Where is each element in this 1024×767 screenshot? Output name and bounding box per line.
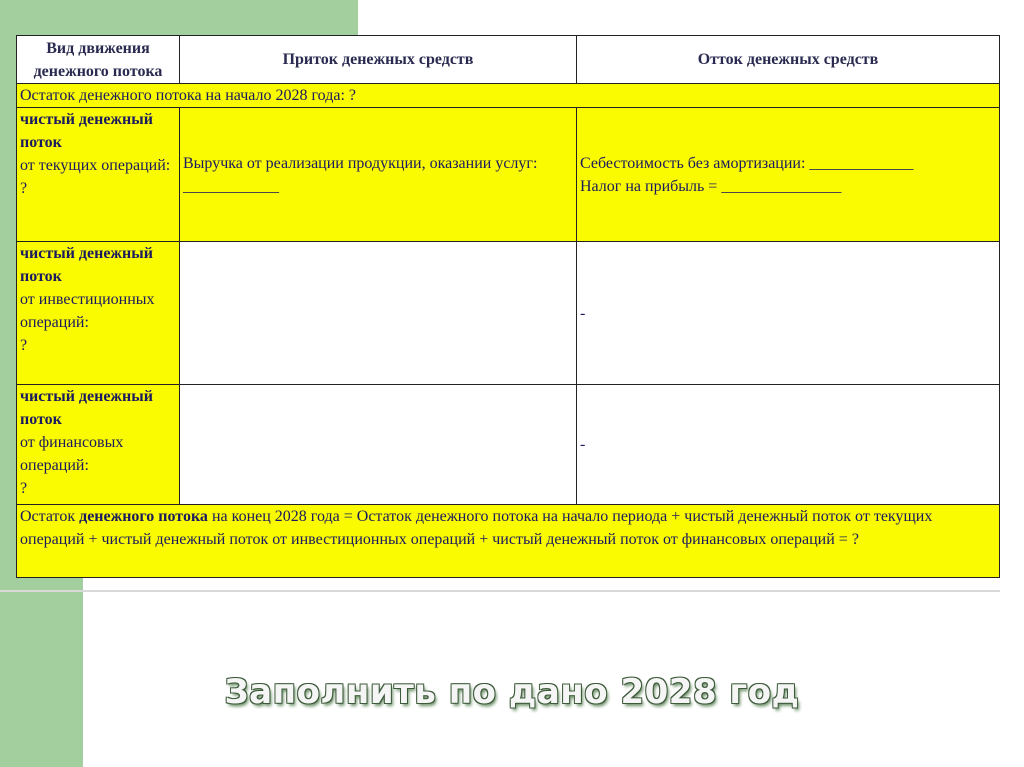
investing-inflow-cell <box>180 242 577 385</box>
current-label-rest: от текущих операций: <box>20 157 171 174</box>
investing-outflow-text: - <box>580 304 586 322</box>
investing-label-bold: чистый денежный поток <box>20 245 153 285</box>
decorative-divider <box>0 590 1000 592</box>
financing-label-rest: от финансовых операций: <box>20 434 124 474</box>
cash-flow-table <box>16 35 1000 578</box>
header-flow-type: Вид движения денежного потока <box>17 36 180 84</box>
header-inflow: Приток денежных средств <box>180 36 577 84</box>
investing-outflow-cell <box>577 242 1000 385</box>
current-inflow-cell <box>180 108 577 242</box>
end-balance-part1: Остаток <box>20 508 80 525</box>
current-label-bold: чистый денежный поток <box>20 111 153 151</box>
financing-outflow-cell <box>577 385 1000 505</box>
row-investing-operations <box>17 242 1000 385</box>
current-operations-label <box>17 108 180 242</box>
current-label-question: ? <box>20 180 28 197</box>
current-outflow-cell <box>577 108 1000 242</box>
row-end-balance <box>17 505 1000 578</box>
financing-label-question: ? <box>20 480 28 497</box>
investing-label-rest: от инвестиционных операций: <box>20 291 155 331</box>
decorative-green-top-band <box>0 0 358 36</box>
end-balance-bold: денежного потока <box>79 508 208 525</box>
header-outflow: Отток денежных средств <box>577 36 1000 84</box>
investing-label-question: ? <box>20 337 28 354</box>
end-balance-cell <box>17 505 1000 578</box>
row-current-operations <box>17 108 1000 242</box>
current-outflow-cost: Себестоимость без амортизации: _____________ <box>580 154 914 172</box>
row-start-balance <box>17 84 1000 108</box>
slide-caption: Заполнить по дано 2028 год <box>224 672 800 712</box>
investing-operations-label <box>17 242 180 385</box>
start-balance-cell: Остаток денежного потока на начало 2028 года: ? <box>17 84 1000 108</box>
current-inflow-text: Выручка от реализации продукции, оказании услуг: ____________ <box>183 154 538 195</box>
current-outflow-tax: Налог на прибыль = _______________ <box>580 177 842 195</box>
end-balance-part3: на конец 2028 года = Остаток денежного потока на начало периода + чистый денежный поток от текущих операций + чистый денежный поток от инвестиционных операций + чистый денежный поток от финансовых операций = ? <box>20 508 933 548</box>
row-financing-operations <box>17 385 1000 505</box>
financing-inflow-cell <box>180 385 577 505</box>
header-row <box>17 36 1000 84</box>
financing-operations-label <box>17 385 180 505</box>
financing-outflow-text: - <box>580 436 586 453</box>
financing-label-bold: чистый денежный поток <box>20 388 153 428</box>
